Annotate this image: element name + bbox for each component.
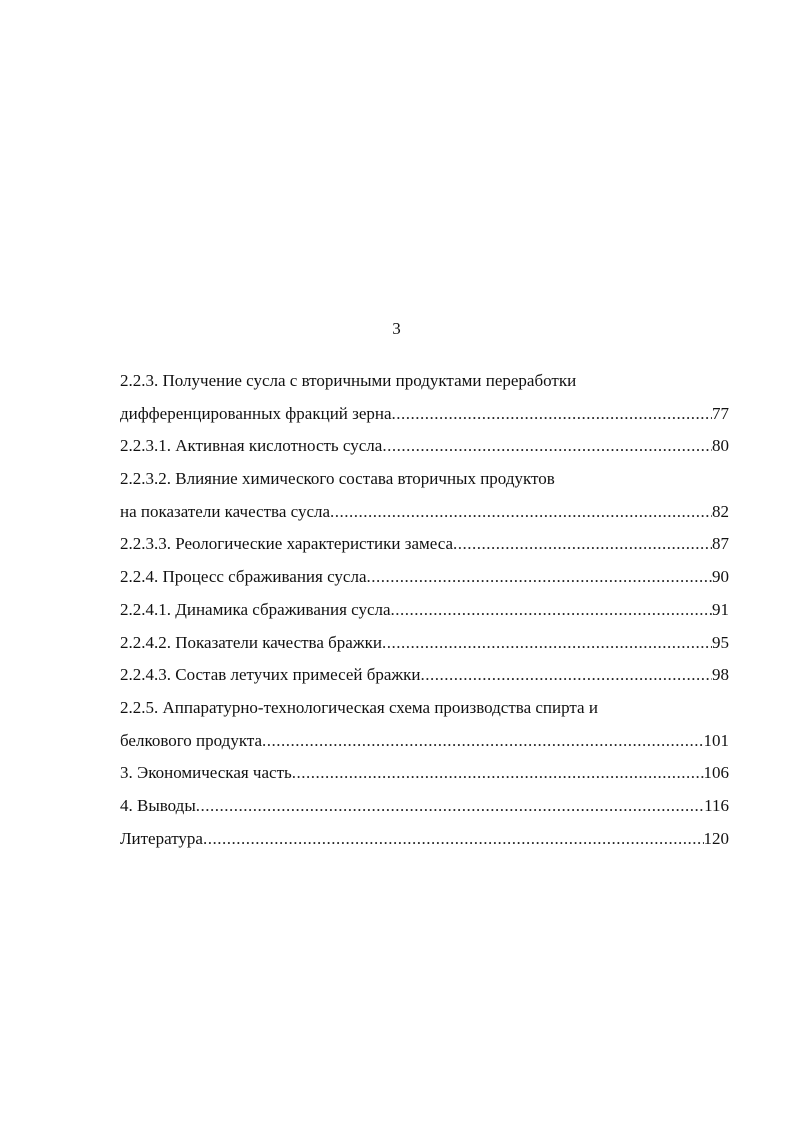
toc-entry-title: 2.2.4.3. Состав летучих примесей бражки	[120, 665, 421, 685]
toc-entry-title: 2.2.3. Получение сусла с вторичными продуктами переработки	[120, 371, 577, 390]
toc-entry-page: 87	[712, 534, 729, 554]
toc-entry-title: 3. Экономическая часть	[120, 763, 292, 783]
toc-entry-page: 90	[712, 567, 729, 587]
toc-entry-title: 2.2.5. Аппаратурно-технологическая схема производства спирта и	[120, 697, 598, 717]
toc-entry-title: белкового продукта	[120, 730, 263, 750]
toc-entry-2-2-3-1	[120, 434, 729, 467]
toc-entry-title: на показатели качества сусла	[120, 501, 331, 521]
toc-entry-2-2-3-2-line-1	[120, 467, 729, 500]
toc-entry-title: 2.2.4.1. Динамика сбраживания сусла	[120, 599, 391, 619]
toc-entry-title: Литература	[120, 828, 203, 848]
toc-entry-title: дифференцированных фракций зерна	[120, 403, 392, 423]
toc-entry-2-2-4-2	[120, 631, 729, 664]
toc-entry-page: 82	[712, 501, 729, 521]
toc-entry-4	[120, 794, 729, 827]
toc-entry-page: 120	[703, 828, 729, 848]
dot-leader	[382, 434, 712, 458]
toc-entry-2-2-4-1	[120, 598, 729, 631]
toc-entry-2-2-3-3	[120, 532, 729, 565]
toc-entry-page: 101	[703, 730, 729, 750]
toc-entry-title: 2.2.3.3. Реологические характеристики замеса	[120, 534, 454, 554]
toc-entry-page: 77	[712, 403, 729, 423]
toc-entry-title: 2.2.3.1. Активная кислотность сусла	[120, 436, 383, 456]
toc-entry-2-2-3-line-1	[120, 369, 729, 402]
toc-entry-page: 106	[703, 763, 729, 783]
dot-leader	[392, 402, 712, 426]
toc-entry-title: 4. Выводы	[120, 795, 196, 815]
dot-leader	[330, 500, 712, 524]
page-number: 3	[392, 319, 401, 338]
toc-entry-page: 80	[712, 436, 729, 456]
table-of-contents	[120, 369, 729, 859]
dot-leader	[292, 761, 704, 785]
toc-entry-page: 95	[712, 632, 729, 652]
toc-entry-title: 2.2.4. Процесс сбраживания сусла	[120, 567, 367, 587]
toc-entry-page: 98	[712, 665, 729, 685]
toc-entry-page: 116	[704, 795, 729, 815]
toc-entry-2-2-3-2-line-2	[120, 500, 729, 533]
dot-leader	[366, 565, 712, 589]
toc-entry-literature	[120, 827, 729, 860]
toc-entry-2-2-4-3	[120, 663, 729, 696]
dot-leader	[262, 729, 703, 753]
toc-entry-page: 91	[712, 599, 729, 619]
dot-leader	[382, 631, 712, 655]
toc-entry-2-2-4	[120, 565, 729, 598]
toc-entry-2-2-5-line-2	[120, 729, 729, 762]
dot-leader	[453, 532, 712, 556]
toc-entry-title: 2.2.3.2. Влияние химического состава вторичных продуктов	[120, 469, 555, 489]
dot-leader	[391, 598, 712, 622]
toc-entry-2-2-5-line-1	[120, 696, 729, 729]
toc-entry-2-2-3-line-2	[120, 402, 729, 435]
dot-leader	[196, 794, 704, 818]
dot-leader	[421, 663, 712, 687]
toc-entry-title: 2.2.4.2. Показатели качества бражки	[120, 632, 382, 652]
toc-entry-3	[120, 761, 729, 794]
dot-leader	[203, 827, 704, 851]
